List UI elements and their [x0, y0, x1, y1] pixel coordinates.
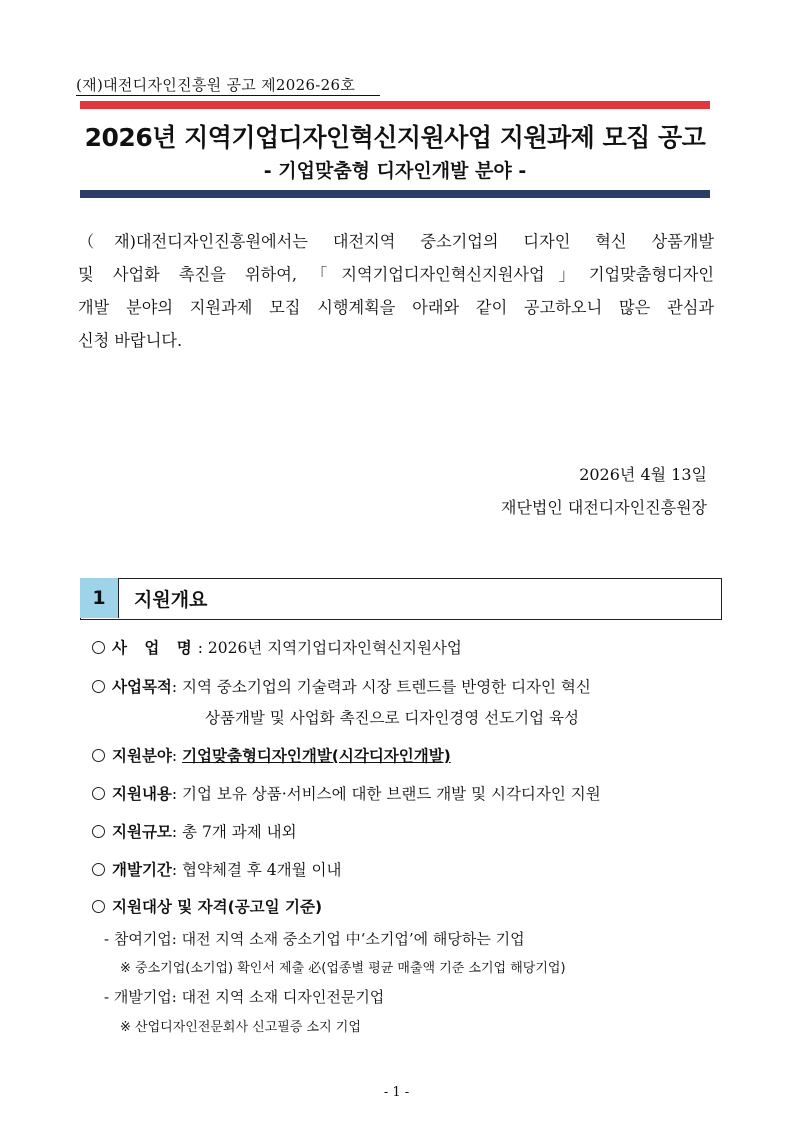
item-label: 개발기간	[112, 861, 172, 879]
circle-bullet-icon	[92, 749, 105, 762]
item-value: : 지역 중소기업의 기술력과 시장 트렌드를 반영한 디자인 혁신	[171, 678, 591, 696]
page-title: 2026년 지역기업디자인혁신지원사업 지원과제 모집 공고	[84, 123, 706, 152]
eligibility-developer: - 개발기업: 대전 지역 소재 디자인전문기업	[104, 988, 385, 1006]
intro-line: 신청 바랍니다.	[78, 331, 183, 350]
overview-item-name	[92, 636, 462, 658]
overview-item-scale	[92, 820, 297, 842]
issuer-name: 재단법인 대전디자인진흥원장	[500, 498, 707, 517]
item-label: 지원내용	[112, 785, 172, 803]
item-value: : 기업 보유 상품·서비스에 대한 브랜드 개발 및 시각디자인 지원	[171, 785, 601, 803]
item-value-emphasis: 기업맞춤형디자인개발(시각디자인개발)	[182, 747, 451, 765]
eligibility-participant: - 참여기업: 대전 지역 소재 중소기업 中‘소기업’에 해당하는 기업	[104, 930, 525, 948]
navy-divider	[80, 190, 710, 198]
intro-paragraph	[78, 225, 714, 357]
intro-line: 개발 분야의 지원과제 모집 시행계획을 아래와 같이 공고하오니 많은 관심과	[78, 298, 714, 317]
item-value-continued: 상품개발 및 사업화 촉진으로 디자인경영 선도기업 육성	[205, 709, 579, 727]
item-value: : 총 7개 과제 내외	[171, 823, 297, 841]
item-label: 지원규모	[112, 823, 172, 841]
circle-bullet-icon	[92, 641, 105, 654]
item-value: : 2026년 지역기업디자인혁신지원사업	[197, 639, 462, 657]
eligibility-developer-note: ※ 산업디자인전문회사 신고필증 소지 기업	[120, 1020, 361, 1035]
overview-item-content	[92, 782, 601, 804]
circle-bullet-icon	[92, 787, 105, 800]
overview-item-period	[92, 858, 341, 880]
circle-bullet-icon	[92, 680, 105, 693]
page-number: - 1 -	[383, 1085, 410, 1100]
item-label: 사업목적	[112, 678, 172, 696]
item-value: : 협약체결 후 4개월 이내	[171, 861, 342, 879]
announcement-date: 2026년 4월 13일	[579, 465, 707, 484]
intro-line: （재)대전디자인진흥원에서는 대전지역 중소기업의 디자인 혁신 상품개발	[78, 232, 714, 251]
item-value: :	[171, 747, 183, 765]
section-title: 지원개요	[134, 589, 208, 611]
circle-bullet-icon	[92, 825, 105, 838]
circle-bullet-icon	[92, 900, 105, 913]
overview-item-field	[92, 744, 451, 766]
circle-bullet-icon	[92, 863, 105, 876]
notice-number: (재)대전디자인진흥원 공고 제2026-26호	[76, 76, 356, 94]
item-label: 지원분야	[112, 747, 172, 765]
page-subtitle: - 기업맞춤형 디자인개발 분야 -	[263, 160, 527, 182]
item-label: 지원대상 및 자격(공고일 기준)	[112, 898, 323, 916]
overview-item-purpose	[92, 675, 591, 697]
section-number: 1	[80, 578, 119, 618]
red-divider	[80, 101, 710, 109]
intro-line: 및 사업화 촉진을 위하여,「지역기업디자인혁신지원사업」기업맞춤형디자인	[78, 265, 714, 284]
overview-item-eligibility	[92, 895, 322, 917]
notice-underline	[76, 95, 380, 96]
eligibility-participant-note: ※ 중소기업(소기업) 확인서 제출 必(업종별 평균 매출액 기준 소기업 해당기업)	[120, 961, 566, 976]
item-label: 사 업 명	[112, 639, 198, 657]
